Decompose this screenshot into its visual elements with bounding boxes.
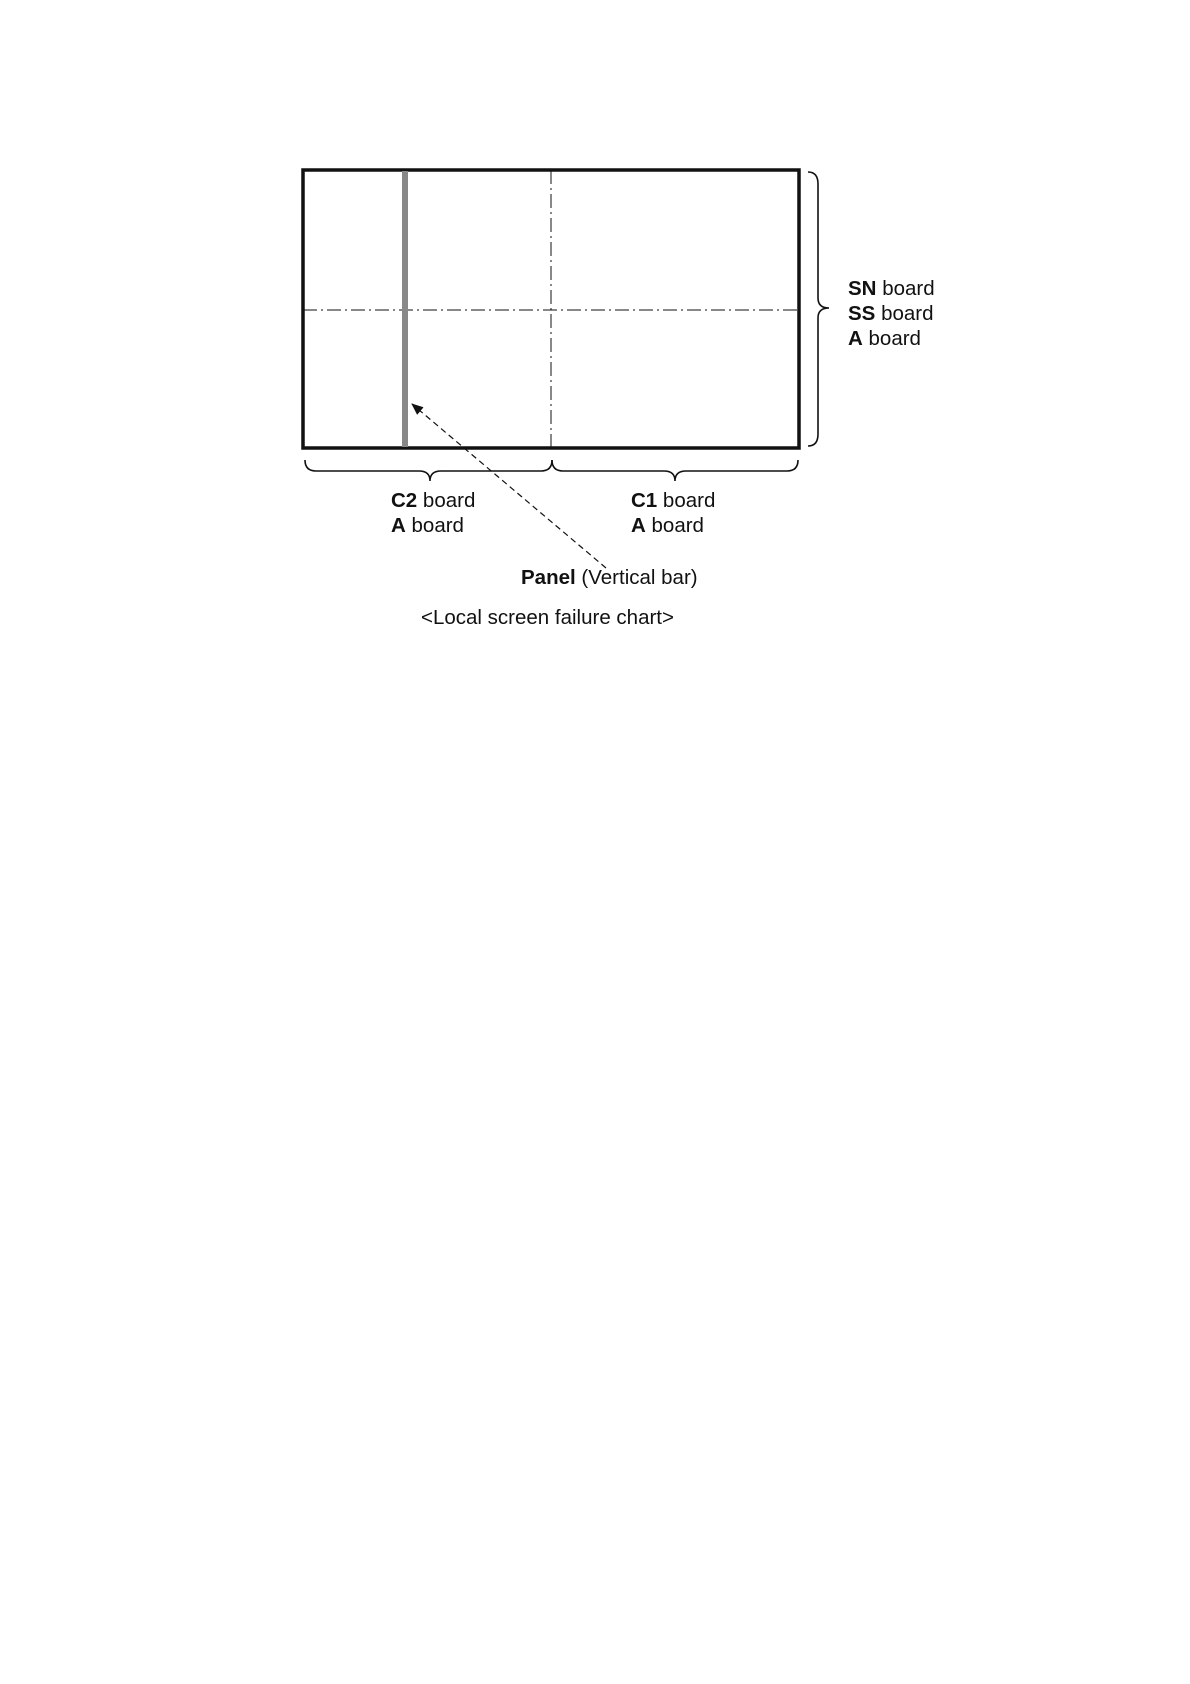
a-board-label-center: A board bbox=[631, 514, 704, 537]
right-brace bbox=[808, 172, 829, 446]
a-board-label-right: A board bbox=[848, 327, 921, 350]
vertical-bar bbox=[402, 171, 408, 447]
chart-title: <Local screen failure chart> bbox=[421, 606, 674, 629]
bottom-right-brace bbox=[552, 460, 798, 481]
c1-board-label: C1 board bbox=[631, 489, 716, 512]
bottom-left-brace bbox=[305, 460, 552, 481]
panel-callout-label: Panel (Vertical bar) bbox=[521, 566, 698, 589]
sn-board-label: SN board bbox=[848, 277, 935, 300]
callout-arrow bbox=[412, 404, 606, 568]
a-board-label-left: A board bbox=[391, 514, 464, 537]
c2-board-label: C2 board bbox=[391, 489, 476, 512]
ss-board-label: SS board bbox=[848, 302, 934, 325]
